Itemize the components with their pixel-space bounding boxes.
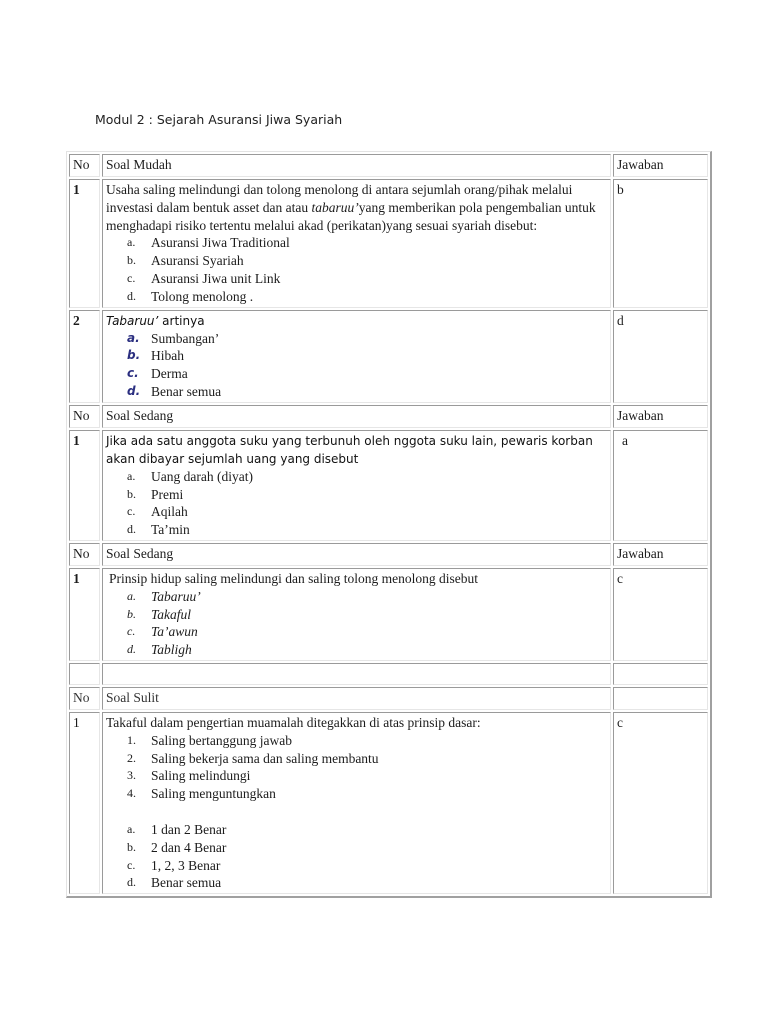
empty-cell [69,663,100,685]
list-item: d. Ta’min [127,522,190,538]
statement-list [106,732,607,803]
option-list [106,588,607,659]
list-item: b. Hibah [127,348,184,364]
question-text: Tabaruu’ artinya [106,313,205,328]
header-no: No [69,687,100,710]
list-item: a. Tabaruu’ [127,588,201,604]
question-text: Usaha saling melindungi dan tolong menolong di antara sejumlah orang/pihak melalui investasi dalam bentuk asset dan atau tabaruu’yang memberikan pola pengembalian untuk menghadapi risiko tertentu melalui akad (perikatan)yang sesuai syariah disebut: [106,182,596,233]
list-item: c. Derma [127,366,188,382]
answer-cell: c [613,712,708,894]
header-no: No [69,543,100,566]
list-item: c. Ta’awun [127,624,198,640]
list-item: d. Benar semua [127,875,222,891]
list-item: 1. Saling bertanggung jawab [127,732,292,748]
list-item: a. Asuransi Jiwa Traditional [127,235,290,251]
table-header-row [69,405,708,428]
empty-cell [102,663,611,685]
header-answer [613,687,708,710]
list-item: 2. Saling bekerja sama dan saling membantu [127,750,379,766]
list-item: a. 1 dan 2 Benar [127,821,227,837]
option-list [106,468,607,539]
list-item: d. Benar semua [127,383,222,399]
table-header-row [69,543,708,566]
option-list [106,821,607,892]
table-header-row [69,687,708,710]
list-item: c. Asuransi Jiwa unit Link [127,270,281,286]
question-cell [102,430,611,541]
question-cell [102,712,611,894]
option-list [106,234,607,305]
empty-cell [613,663,708,685]
answer-cell: c [613,568,708,661]
list-item: b. Asuransi Syariah [127,253,244,269]
answer-cell: a [613,430,708,541]
quiz-table [66,151,712,898]
table-row [69,179,708,308]
list-item: 3. Saling melindungi [127,768,251,784]
spacer [106,803,607,821]
table-row [69,712,708,894]
header-answer: Jawaban [613,405,708,428]
table-row [69,430,708,541]
question-cell [102,179,611,308]
header-question: Soal Mudah [102,154,611,177]
header-answer: Jawaban [613,154,708,177]
table-row [69,310,708,403]
question-text: Takaful dalam pengertian muamalah ditegakkan di atas prinsip dasar: [106,714,481,730]
question-number: 2 [69,310,100,403]
question-text: Prinsip hidup saling melindungi dan saling tolong menolong disebut [109,570,478,586]
header-no: No [69,405,100,428]
list-item: c. 1, 2, 3 Benar [127,857,221,873]
header-question: Soal Sulit [102,687,611,710]
header-question: Soal Sedang [102,543,611,566]
header-question: Soal Sedang [102,405,611,428]
option-list [106,330,607,401]
table-header-row [69,154,708,177]
question-number: 1 [69,712,100,894]
header-no: No [69,154,100,177]
list-item: d. Tolong menolong . [127,288,254,304]
question-cell [102,568,611,661]
question-number: 1 [69,568,100,661]
question-cell [102,310,611,403]
document-title: Modul 2 : Sejarah Asuransi Jiwa Syariah [95,112,343,127]
list-item: a. Uang darah (diyat) [127,468,253,484]
question-text: Jika ada satu anggota suku yang terbunuh oleh nggota suku lain, pewaris korban akan dibayar sejumlah uang yang disebut [106,433,593,466]
list-item: a. Sumbangan’ [127,330,220,346]
question-number: 1 [69,179,100,308]
list-item: d. Tabligh [127,642,192,658]
list-item: 4. Saling menguntungkan [127,786,276,802]
list-item: b. Premi [127,486,184,502]
answer-cell: b [613,179,708,308]
list-item: b. Takaful [127,606,192,622]
table-row [69,568,708,661]
list-item: c. Aqilah [127,504,188,520]
answer-cell: d [613,310,708,403]
list-item: b. 2 dan 4 Benar [127,839,227,855]
empty-row [69,663,708,685]
question-number: 1 [69,430,100,541]
header-answer: Jawaban [613,543,708,566]
